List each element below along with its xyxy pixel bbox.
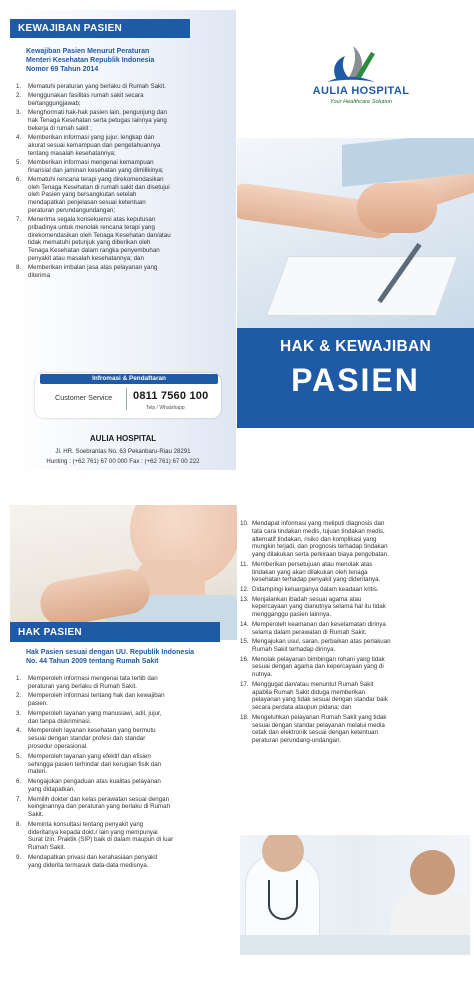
list-item-line: Mematuhi peraturan yang berlaku di Rumah Sakit. (28, 83, 166, 90)
list-item (240, 621, 444, 637)
list-item (16, 216, 224, 263)
list-item-line: dideritanya kepada dokt.r lain yang mempunyai (28, 828, 158, 836)
list-item-line: Meminta konsultasi tentang penyakit yang (28, 820, 144, 828)
list-item-text (252, 681, 444, 712)
info-label: Infromasi & Pendaftaran (40, 374, 218, 384)
list-item-line: Memberikan imbalan jasa atas pelayanan yang (28, 264, 158, 272)
list-item-line: Mengeluhkan pelayanan Rumah Sakit yang tidak (252, 713, 387, 721)
list-item-line: Memperoleh layanan yang efektif dan efisien (28, 752, 151, 760)
list-item-number: 6. (16, 175, 22, 183)
list-item-line: Tenaga Kesehatan dalam rangka penyembuhan (28, 247, 160, 255)
hak-heading: HAK PASIEN (10, 622, 220, 642)
list-item-line: tata cara tindakan medis, tujuan tindakan medis, (252, 527, 385, 535)
list-item-number: 18. (240, 713, 249, 721)
list-item-line: Menggunakan fasilitas rumah sakit secara (28, 92, 144, 100)
list-item-number: 13. (240, 595, 249, 603)
list-item-line: Memperoleh layanan kesehatan yang bermutu (28, 727, 156, 735)
list-item-number: 8. (16, 820, 22, 828)
list-item-line: Mematuhi rencana terapi yang direkomendasikan (28, 175, 164, 183)
list-item-line: secara perdata ataupun pidana; dan (252, 704, 352, 712)
title-line-2: PASIEN (291, 362, 420, 398)
list-item-line: pelayanan yang tidak sesuai dengan standar baik (252, 696, 388, 704)
list-item-line: pribadinya untuk menolak rencana terapi yang (28, 223, 155, 231)
list-item-line: alternatif tindakan, risiko dan komplikasi yang (252, 535, 377, 543)
list-item-line: tidak mematuhi petunjuk yang diberikan oleh (28, 239, 151, 247)
list-item (240, 520, 444, 559)
list-item-text (28, 675, 224, 691)
list-item-line: Memberikan persetujuan atau menolak atas (252, 560, 373, 568)
list-item (16, 134, 224, 157)
list-item (240, 681, 444, 712)
list-item-line: bertanggungjawab; (28, 99, 81, 107)
list-item-text (28, 710, 224, 726)
list-item-line: Memperoleh informasi mengenai tata tertib dan (28, 675, 158, 682)
list-item-number: 8. (16, 264, 22, 272)
list-item-line: yang dilakukan serta perkiraan biaya pengobatan. (252, 551, 389, 559)
list-item (240, 596, 444, 619)
list-item-number: 7. (16, 795, 22, 803)
list-item-text (28, 778, 224, 794)
list-item-line: mendapatkan penjelasan sesuai ketentuan (28, 199, 146, 207)
list-item-line: pasien. (28, 700, 48, 708)
list-item (16, 692, 224, 708)
list-item-text (28, 692, 224, 708)
list-item-text (252, 656, 444, 679)
list-item-line: kepercayaan yang dianutnya selama hal itu tidak (252, 603, 386, 611)
list-item (16, 821, 224, 852)
list-item-line: Mengajukan usul, saran, perbaikan atas perlakuan (252, 638, 391, 646)
list-item-text (252, 586, 444, 594)
hospital-logo-tagline: Your Healthcare Solution (330, 99, 392, 105)
list-item-line: apabila Rumah Sakit diduga memberikan (252, 688, 366, 696)
list-item-line: Memperoleh layanan yang manusiawi, adil, jujur, (28, 709, 162, 717)
list-item-line: prosedur operasional. (28, 743, 88, 751)
doctor-patient-photo (240, 835, 470, 955)
list-item-number: 11. (240, 560, 249, 568)
list-item-line: peraturan perundangundangan; (28, 206, 116, 214)
list-item-text (28, 854, 224, 870)
list-item-line: Mendapat informasi yang meliputi diagnosis dan (252, 520, 385, 527)
list-item-line: sesuai dengan agama dan kepercayaan yang di (252, 663, 384, 671)
list-item-line: akurat sesuai kemampuan dan pengetahuannya (28, 141, 161, 149)
list-item-line: yang didapatkan. (28, 785, 76, 793)
list-item-line: hak Tenaga Kesehatan serta petugas lainnya yang (28, 116, 167, 124)
address-street: Jl. HR. Soebrantas No. 63 Pekanbaru-Riau 28291 (55, 448, 191, 455)
list-item-text (252, 621, 444, 637)
list-item-number: 5. (16, 752, 22, 760)
list-item-line: Rumah Sakit terhadap dirinya. (252, 645, 336, 653)
hak-subheading: Hak Pasien sesuai dengan UU. Republik Indonesia No. 44 Tahun 2009 tentang Rumah Sakit (26, 649, 195, 665)
list-item-line: nutnya. (252, 671, 273, 679)
list-item-number: 9. (16, 853, 22, 861)
address-contacts: Hunting : (+62 761) 67 00 000 Fax : (+62 761) 67 00 222 (46, 458, 200, 465)
list-item-number: 17. (240, 680, 249, 688)
list-item (16, 710, 224, 726)
list-item-line: diterima (28, 272, 51, 280)
hak-list-right (240, 520, 444, 745)
list-item (240, 586, 444, 594)
list-item-line: cetak dan elektronik sesuai dengan ketentuan (252, 729, 378, 737)
list-item-line: Mengajukan pengaduan atas kualitas pelayanan (28, 778, 161, 786)
list-item-line: tindakan yang akan dilakukan oleh tenaga (252, 568, 368, 576)
list-item-line: mengganggu pasien lainnya. (252, 611, 332, 619)
list-item-text (28, 159, 224, 175)
brochure-inner-page (0, 505, 474, 992)
list-item-number: 16. (240, 655, 249, 663)
list-item-line: Menggugat dan/atau menuntut Rumah Sakit (252, 680, 374, 688)
list-item-number: 14. (240, 620, 249, 628)
list-item (240, 656, 444, 679)
title-line-1: HAK & KEWAJIBAN (280, 338, 431, 355)
hospital-logo-name: AULIA HOSPITAL (312, 85, 410, 97)
list-item-text (28, 176, 224, 215)
elderly-patient-photo (10, 505, 237, 640)
list-item-line: dan tanpa diskriminasi. (28, 717, 92, 725)
list-item-line: finansial dan jaminan kesehatan yang dimilikinya; (28, 166, 164, 174)
list-item-line: Menolak pelayanan bimbingan rohani yang tidak (252, 655, 385, 663)
phone-note: Telp / Whatshapp (146, 405, 185, 411)
kewajiban-subheading: Kewajiban Pasien Menurut Peraturan Menteri Kesehatan Republik Indonesia Nomor 69 Tahun 2014 (26, 48, 155, 73)
list-item-line: materi. (28, 768, 47, 776)
list-item-line: kesehatan terhadap penyakit yang dideritanya. (252, 576, 381, 584)
kewajiban-heading: KEWAJIBAN PASIEN (10, 19, 190, 38)
page-gap (0, 480, 474, 505)
list-item (16, 159, 224, 175)
list-item-number: 1. (16, 675, 22, 682)
list-item (16, 92, 224, 108)
list-item (16, 796, 224, 819)
list-item-line: Mendapatkan privasi dan kerahasiaan penyakit (28, 853, 158, 861)
list-item-line: sesuai dengan standar profesi dan standar (28, 735, 146, 743)
list-item (16, 753, 224, 776)
list-item-line: Memperoleh informasi tentang hak dan kewajiban (28, 692, 165, 700)
list-item-number: 2. (16, 692, 22, 700)
list-item-text (28, 92, 224, 108)
list-item-text (28, 264, 224, 280)
address-hospital-name: AULIA HOSPITAL (89, 434, 157, 443)
list-item-line: Menghormati hak-hak pasien lain, pengunjung dan (28, 109, 167, 117)
list-item (16, 778, 224, 794)
list-item-text (28, 216, 224, 263)
list-item-text (252, 638, 444, 654)
list-item-text (28, 109, 224, 132)
list-item-line: oleh Pasien yang bersangkutan setelah (28, 191, 137, 199)
list-item (16, 854, 224, 870)
list-item-line: selama dalam perawatan di Rumah Sakit. (252, 628, 367, 636)
list-item-text (28, 134, 224, 157)
list-item-line: direkomendasikan oleh Tenaga Kesehatan dan/atau (28, 231, 171, 239)
list-item-line: peraturan yang berlaku di Rumah Sakit. (28, 682, 138, 690)
list-item-text (252, 596, 444, 619)
list-item-number: 6. (16, 778, 22, 786)
list-item-line: Rumah Sakit. (28, 844, 66, 852)
list-item-number: 3. (16, 109, 22, 117)
hospital-logo-icon (319, 44, 379, 86)
list-item-number: 4. (16, 133, 22, 141)
list-item-number: 5. (16, 158, 22, 166)
list-item (16, 727, 224, 750)
list-item-line: sehingga pasien terhindar dari kerugian fisik dan (28, 760, 162, 768)
list-item-text (252, 520, 444, 559)
customer-service-label: Customer Service (55, 393, 113, 402)
list-item (16, 176, 224, 215)
list-item-line: Memperoleh keamanan dan keselamatan dirinya (252, 620, 386, 628)
list-item-line: Menerima segala konsekuensi atas keputusan (28, 216, 156, 224)
list-item (16, 83, 224, 91)
list-item (16, 264, 224, 280)
list-item-line: tentang masalah kesehatannya; (28, 149, 116, 157)
phone-number[interactable]: 0811 7560 100 (133, 390, 209, 402)
hands-holding-photo (237, 138, 474, 328)
list-item-line: Surat Izin. Praktik (SIP) baik di dalam maupun di luar (28, 836, 174, 844)
list-item (240, 638, 444, 654)
title-footer-strip (237, 428, 474, 480)
list-item-line: Didampingi keluarganya dalam keadaan kritis. (252, 585, 379, 593)
info-divider (126, 388, 127, 410)
list-item-number: 1. (16, 83, 22, 90)
list-item-text (252, 714, 444, 745)
kewajiban-list (16, 83, 224, 280)
list-item-number: 10. (240, 520, 249, 527)
list-item-number: 12. (240, 585, 249, 593)
list-item-line: Memberikan informasi yang jujur, lengkap dan (28, 133, 155, 141)
list-item-line: sesuai dengan standar pelayanan melalui media (252, 721, 385, 729)
list-item (16, 675, 224, 691)
list-item-text (28, 796, 224, 819)
list-item-text (252, 561, 444, 584)
list-item-number: 3. (16, 709, 22, 717)
list-item-line: Sakit. (28, 811, 44, 819)
list-item-line: keinginannya dan peraturan yang berlaku di Rumah (28, 803, 171, 811)
list-item-text (28, 727, 224, 750)
list-item-text (28, 821, 224, 852)
list-item-line: peraturan perundang-undangan. (252, 737, 342, 745)
list-item-text (28, 83, 224, 91)
list-item-line: Memberikan informasi mengenai kemampuan (28, 158, 154, 166)
hak-list-left (16, 675, 224, 869)
list-item-line: yang diderita termasuk data-data medisnya. (28, 861, 149, 869)
list-item (16, 109, 224, 132)
list-item-line: Memilih dokter dan kelas perawatan sesuai dengan (28, 795, 170, 803)
list-item-line: mungkin terjadi, dan prognosis terhadap tindakan (252, 543, 388, 551)
list-item (240, 561, 444, 584)
list-item-number: 2. (16, 92, 22, 100)
list-item (240, 714, 444, 745)
list-item-line: penyakit atau masalah kesehatannya; dan (28, 255, 144, 263)
list-item-line: oleh Tenaga Kesehatan di rumah sakit dan disetujui (28, 183, 170, 191)
brochure-front-page (0, 0, 474, 480)
list-item-text (28, 753, 224, 776)
list-item-number: 15. (240, 638, 249, 646)
list-item-number: 7. (16, 216, 22, 224)
list-item-line: Menjalankan ibadah sesuai agama atau (252, 595, 362, 603)
list-item-number: 4. (16, 727, 22, 735)
list-item-line: bekerja di rumah sakit ; (28, 124, 92, 132)
